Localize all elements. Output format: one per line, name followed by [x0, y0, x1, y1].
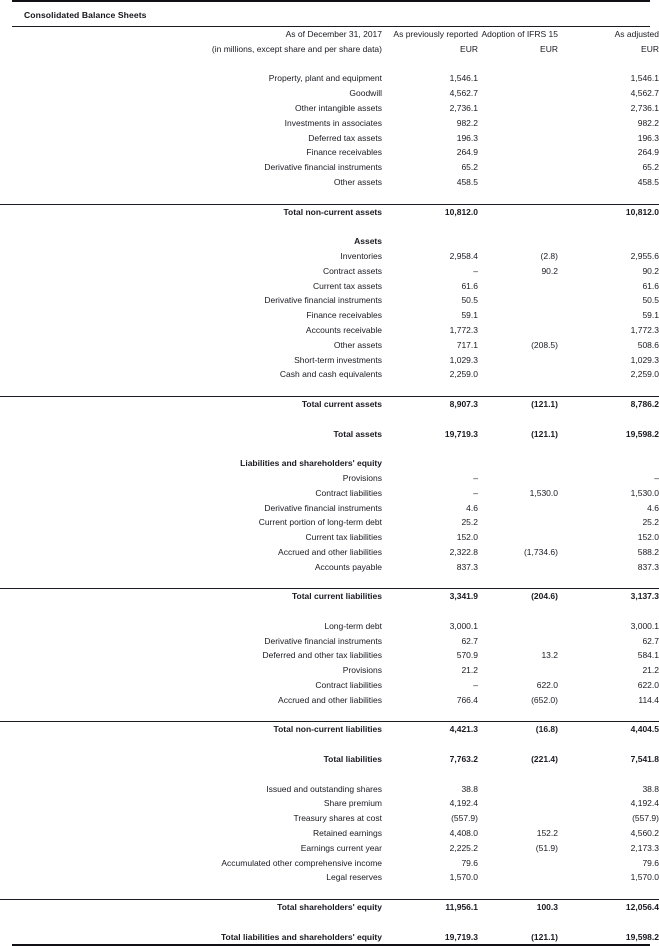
value-as-adjusted: 38.8 [642, 783, 659, 794]
value-as-previously-reported: 196.3 [456, 132, 478, 143]
value-as-adjusted: 4,560.2 [630, 828, 659, 839]
value-as-previously-reported: 264.9 [456, 147, 478, 158]
table-row [0, 841, 659, 856]
value-as-adjusted: 12,056.4 [625, 902, 659, 913]
value-adoption-of-ifrs-15 [478, 560, 558, 575]
row-label: Finance receivables [306, 310, 382, 321]
rule-cell [0, 382, 659, 397]
value-as-previously-reported [382, 456, 478, 471]
value-adoption-of-ifrs-15: 622.0 [536, 680, 558, 691]
value-as-adjusted: 4,192.4 [630, 798, 659, 809]
row-label: Current tax liabilities [305, 532, 382, 543]
row-label: Contract liabilities [315, 487, 382, 498]
value-adoption-of-ifrs-15: (208.5) [531, 339, 558, 350]
table-row-total [0, 589, 659, 604]
value-as-adjusted: 79.6 [642, 857, 659, 868]
table-row [0, 515, 659, 530]
value-as-adjusted: 584.1 [637, 650, 659, 661]
spacer-row [0, 604, 659, 619]
table-row [0, 367, 659, 382]
spacer-row [0, 441, 659, 456]
spacer-cell [0, 767, 659, 782]
row-label: Deferred tax assets [308, 132, 382, 143]
value-adoption-of-ifrs-15: 152.2 [536, 828, 558, 839]
value-as-adjusted: – [654, 472, 659, 483]
value-adoption-of-ifrs-15 [478, 323, 558, 338]
value-adoption-of-ifrs-15 [478, 279, 558, 294]
spacer-cell [0, 441, 659, 456]
column-header-as-previously-reported: As previously reported [393, 29, 478, 39]
table-header [0, 27, 659, 57]
table-row [0, 471, 659, 486]
row-label: Liabilities and shareholders' equity [240, 458, 382, 469]
subtotal-rule-row [0, 885, 659, 900]
value-adoption-of-ifrs-15: 100.3 [536, 902, 558, 913]
column-header-as-adjusted: As adjusted [614, 29, 659, 39]
subtotal-rule-row [0, 382, 659, 397]
row-label: Total current assets [301, 398, 382, 409]
table-row [0, 826, 659, 841]
value-as-adjusted: 114.4 [638, 694, 659, 705]
value-as-adjusted: 196.3 [637, 132, 659, 143]
value-as-previously-reported: 570.9 [456, 650, 478, 661]
row-label: Contract liabilities [315, 680, 382, 691]
unit-as-previously-reported: EUR [460, 43, 478, 54]
value-adoption-of-ifrs-15 [478, 293, 558, 308]
value-as-previously-reported: 11,956.1 [445, 902, 478, 913]
row-label: Share premium [323, 798, 382, 809]
value-as-previously-reported: 1,546.1 [449, 73, 478, 84]
table-row [0, 782, 659, 797]
spacer-row [0, 737, 659, 752]
rule-cell [0, 885, 659, 900]
value-as-previously-reported: 766.4 [456, 694, 478, 705]
value-as-adjusted: 2,173.3 [630, 842, 659, 853]
spacer-cell [0, 219, 659, 234]
subtotal-rule-row [0, 708, 659, 723]
table-row [0, 634, 659, 649]
value-adoption-of-ifrs-15 [478, 782, 558, 797]
row-label: Current portion of long-term debt [258, 517, 382, 528]
row-label: Property, plant and equipment [268, 73, 382, 84]
value-adoption-of-ifrs-15 [478, 175, 558, 190]
table-row [0, 560, 659, 575]
value-as-previously-reported: 7,763.2 [449, 754, 478, 765]
rule-cell [0, 708, 659, 723]
value-adoption-of-ifrs-15 [478, 145, 558, 160]
spacer-cell [0, 604, 659, 619]
table-row [0, 663, 659, 678]
value-as-previously-reported: 62.7 [461, 635, 478, 646]
value-as-previously-reported: 4,562.7 [449, 88, 478, 99]
row-label: Issued and outstanding shares [266, 783, 382, 794]
row-label: Contract assets [322, 265, 382, 276]
row-label: Total non-current liabilities [273, 724, 382, 735]
value-as-adjusted: 61.6 [642, 280, 659, 291]
table-row [0, 249, 659, 264]
value-as-adjusted: 7,541.8 [630, 754, 659, 765]
value-as-previously-reported: 65.2 [461, 162, 478, 173]
column-header-adoption-of-ifrs-15: Adoption of IFRS 15 [481, 29, 558, 39]
value-as-adjusted: 4,562.7 [630, 88, 659, 99]
rule-cell [0, 574, 659, 589]
table-row [0, 648, 659, 663]
row-label: Treasury shares at cost [293, 813, 382, 824]
value-as-adjusted: 4,404.5 [630, 724, 659, 735]
value-adoption-of-ifrs-15: (16.8) [535, 724, 558, 735]
value-adoption-of-ifrs-15: (1,734.6) [523, 546, 558, 557]
row-label: Total current liabilities [291, 591, 382, 602]
value-adoption-of-ifrs-15: (121.1) [531, 931, 558, 942]
table-row [0, 86, 659, 101]
row-label: Investments in associates [284, 117, 382, 128]
row-label: Other assets [333, 339, 382, 350]
value-adoption-of-ifrs-15: 13.2 [541, 650, 558, 661]
row-label: Cash and cash equivalents [279, 369, 382, 380]
value-adoption-of-ifrs-15: 1,530.0 [529, 487, 558, 498]
value-as-previously-reported: 152.0 [456, 532, 478, 543]
row-label: Derivative financial instruments [264, 162, 382, 173]
table-row-total [0, 427, 659, 442]
value-as-adjusted: 21.2 [642, 665, 659, 676]
value-as-previously-reported: 1,570.0 [449, 872, 478, 883]
value-as-adjusted: 8,786.2 [630, 398, 659, 409]
value-adoption-of-ifrs-15 [478, 619, 558, 634]
value-as-adjusted: 588.2 [637, 546, 659, 557]
table-row [0, 131, 659, 146]
value-as-adjusted [558, 456, 659, 471]
value-as-previously-reported: 4,408.0 [449, 828, 478, 839]
value-as-adjusted: 59.1 [642, 310, 659, 321]
value-as-previously-reported: 982.2 [456, 117, 478, 128]
table-row [0, 693, 659, 708]
row-label: Accumulated other comprehensive income [221, 857, 382, 868]
value-as-previously-reported: 3,000.1 [449, 620, 478, 631]
value-adoption-of-ifrs-15 [478, 856, 558, 871]
value-adoption-of-ifrs-15 [478, 205, 558, 220]
table-body [0, 57, 659, 945]
value-as-previously-reported: 1,772.3 [449, 324, 478, 335]
value-as-adjusted: 19,598.2 [625, 931, 659, 942]
value-adoption-of-ifrs-15 [478, 71, 558, 86]
value-adoption-of-ifrs-15 [478, 634, 558, 649]
table-row-section-header [0, 456, 659, 471]
row-label: Earnings current year [300, 842, 382, 853]
value-adoption-of-ifrs-15 [478, 870, 558, 885]
value-as-previously-reported: 21.2 [461, 665, 478, 676]
table-row [0, 160, 659, 175]
value-adoption-of-ifrs-15 [478, 367, 558, 382]
value-as-previously-reported [382, 234, 478, 249]
value-adoption-of-ifrs-15 [478, 663, 558, 678]
value-adoption-of-ifrs-15: (221.4) [531, 754, 558, 765]
value-as-adjusted: 65.2 [642, 162, 659, 173]
row-label: Total liabilities [323, 754, 382, 765]
row-label: Total non-current assets [283, 206, 382, 217]
value-as-adjusted: 19,598.2 [625, 428, 659, 439]
table-row [0, 323, 659, 338]
balance-sheet-table [0, 27, 659, 944]
table-row-total [0, 900, 659, 915]
value-adoption-of-ifrs-15: (51.9) [535, 842, 558, 853]
value-as-adjusted: 90.2 [642, 265, 659, 276]
row-label: Derivative financial instruments [264, 635, 382, 646]
row-label: Derivative financial instruments [264, 502, 382, 513]
value-adoption-of-ifrs-15: (652.0) [531, 694, 558, 705]
value-adoption-of-ifrs-15 [478, 86, 558, 101]
table-row-total [0, 930, 659, 945]
value-adoption-of-ifrs-15: 90.2 [541, 265, 558, 276]
spacer-row [0, 412, 659, 427]
row-label: Other intangible assets [295, 102, 382, 113]
value-as-previously-reported: 458.5 [456, 176, 478, 187]
table-row [0, 71, 659, 86]
value-as-adjusted: 2,259.0 [630, 369, 659, 380]
table-row [0, 811, 659, 826]
row-label: Retained earnings [313, 828, 382, 839]
value-as-adjusted: 3,137.3 [630, 591, 659, 602]
value-as-previously-reported: 1,029.3 [449, 354, 478, 365]
value-as-previously-reported: 61.6 [461, 280, 478, 291]
document-title-band [0, 2, 659, 26]
value-as-previously-reported: 59.1 [461, 310, 478, 321]
table-row [0, 116, 659, 131]
value-as-adjusted: 152.0 [637, 532, 659, 543]
table-row-total [0, 205, 659, 220]
table-row [0, 293, 659, 308]
table-row [0, 486, 659, 501]
value-adoption-of-ifrs-15 [478, 131, 558, 146]
value-adoption-of-ifrs-15 [478, 796, 558, 811]
spacer-row [0, 767, 659, 782]
table-row [0, 353, 659, 368]
spacer-row [0, 915, 659, 930]
value-as-previously-reported: – [473, 472, 478, 483]
value-adoption-of-ifrs-15 [478, 116, 558, 131]
value-adoption-of-ifrs-15 [478, 308, 558, 323]
spacer-cell [0, 915, 659, 930]
spacer-row [0, 57, 659, 72]
row-label: Total liabilities and shareholders' equity [220, 931, 382, 942]
row-label: Short-term investments [294, 354, 382, 365]
table-row-total [0, 722, 659, 737]
table-row [0, 678, 659, 693]
row-label: Total assets [333, 428, 382, 439]
value-as-previously-reported: 4,421.3 [449, 724, 478, 735]
value-as-adjusted: 622.0 [637, 680, 659, 691]
row-label: Deferred and other tax liabilities [262, 650, 382, 661]
value-adoption-of-ifrs-15 [478, 353, 558, 368]
spacer-cell [0, 57, 659, 72]
table-row [0, 501, 659, 516]
value-as-previously-reported: 10,812.0 [444, 206, 478, 217]
value-as-adjusted: 10,812.0 [625, 206, 659, 217]
spacer-row [0, 219, 659, 234]
table-row [0, 308, 659, 323]
row-label: Provisions [342, 665, 382, 676]
spacer-cell [0, 737, 659, 752]
value-adoption-of-ifrs-15 [478, 456, 558, 471]
value-adoption-of-ifrs-15 [478, 471, 558, 486]
value-adoption-of-ifrs-15: (204.6) [531, 591, 558, 602]
value-as-previously-reported: – [473, 680, 478, 691]
table-row [0, 545, 659, 560]
value-as-adjusted: 508.6 [637, 339, 659, 350]
table-row [0, 264, 659, 279]
value-adoption-of-ifrs-15: (121.1) [531, 398, 558, 409]
row-label: Accounts receivable [305, 324, 382, 335]
page-title: Consolidated Balance Sheets [24, 10, 147, 20]
subtotal-rule-row [0, 574, 659, 589]
value-as-previously-reported: 25.2 [461, 517, 478, 528]
value-adoption-of-ifrs-15 [478, 501, 558, 516]
value-as-adjusted: 4.6 [647, 502, 659, 513]
value-as-previously-reported: 19,719.3 [444, 931, 478, 942]
rule-cell [0, 190, 659, 205]
value-adoption-of-ifrs-15 [478, 530, 558, 545]
period-label: As of December 31, 2017 [285, 29, 382, 39]
table-row [0, 619, 659, 634]
subtotal-rule-row [0, 190, 659, 205]
value-as-adjusted: 982.2 [637, 117, 659, 128]
table-row [0, 796, 659, 811]
value-as-previously-reported: 4,192.4 [449, 798, 478, 809]
value-adoption-of-ifrs-15 [478, 234, 558, 249]
table-row [0, 145, 659, 160]
table-row [0, 101, 659, 116]
table-row-section-header [0, 234, 659, 249]
value-as-adjusted: (557.9) [632, 813, 659, 824]
value-as-adjusted: 1,530.0 [630, 487, 659, 498]
value-adoption-of-ifrs-15 [478, 101, 558, 116]
table-row-total [0, 752, 659, 767]
table-row [0, 175, 659, 190]
row-label: Accounts payable [314, 561, 382, 572]
header-row-units [0, 42, 659, 57]
value-as-adjusted: 25.2 [642, 517, 659, 528]
value-as-adjusted: 1,570.0 [630, 872, 659, 883]
row-label: Legal reserves [326, 872, 382, 883]
row-label: Other assets [333, 176, 382, 187]
value-as-previously-reported: 2,259.0 [449, 369, 478, 380]
value-adoption-of-ifrs-15 [478, 160, 558, 175]
units-label: (in millions, except share and per share data) [211, 43, 382, 54]
value-as-adjusted: 2,736.1 [630, 102, 659, 113]
row-label: Goodwill [349, 88, 382, 99]
table-row [0, 338, 659, 353]
table-row-total [0, 397, 659, 412]
row-label: Accrued and other liabilities [278, 694, 382, 705]
row-label: Derivative financial instruments [264, 295, 382, 306]
value-as-adjusted [558, 234, 659, 249]
value-as-previously-reported: 2,958.4 [449, 250, 478, 261]
value-as-adjusted: 50.5 [642, 295, 659, 306]
value-as-previously-reported: 4.6 [466, 502, 478, 513]
value-adoption-of-ifrs-15 [478, 515, 558, 530]
row-label: Provisions [342, 472, 382, 483]
value-as-previously-reported: – [473, 265, 478, 276]
value-as-previously-reported: 2,736.1 [449, 102, 478, 113]
value-as-adjusted: 2,955.6 [630, 250, 659, 261]
value-as-previously-reported: 19,719.3 [444, 428, 478, 439]
value-as-previously-reported: – [473, 487, 478, 498]
table-row [0, 530, 659, 545]
row-label: Assets [354, 236, 382, 247]
row-label: Inventories [340, 250, 382, 261]
value-as-previously-reported: 50.5 [461, 295, 478, 306]
value-as-previously-reported: 2,225.2 [449, 842, 478, 853]
value-as-previously-reported: (557.9) [451, 813, 478, 824]
value-as-previously-reported: 3,341.9 [449, 591, 478, 602]
value-as-adjusted: 1,772.3 [630, 324, 659, 335]
row-label: Long-term debt [324, 620, 382, 631]
spacer-cell [0, 412, 659, 427]
unit-adoption-of-ifrs-15: EUR [540, 43, 558, 54]
value-as-previously-reported: 837.3 [456, 561, 478, 572]
value-as-adjusted: 837.3 [637, 561, 659, 572]
value-adoption-of-ifrs-15: (2.8) [540, 250, 558, 261]
value-as-adjusted: 3,000.1 [630, 620, 659, 631]
row-label: Current tax assets [313, 280, 382, 291]
value-as-previously-reported: 38.8 [461, 783, 478, 794]
table-row [0, 870, 659, 885]
value-as-adjusted: 264.9 [637, 147, 659, 158]
value-as-previously-reported: 717.1 [456, 339, 478, 350]
value-adoption-of-ifrs-15: (121.1) [531, 428, 558, 439]
value-as-adjusted: 1,546.1 [630, 73, 659, 84]
row-label: Total shareholders' equity [277, 902, 382, 913]
value-adoption-of-ifrs-15 [478, 811, 558, 826]
unit-as-adjusted: EUR [641, 43, 659, 54]
value-as-adjusted: 62.7 [642, 635, 659, 646]
value-as-adjusted: 458.5 [637, 176, 659, 187]
value-as-adjusted: 1,029.3 [630, 354, 659, 365]
row-label: Finance receivables [306, 147, 382, 158]
header-row-titles [0, 27, 659, 42]
value-as-previously-reported: 79.6 [461, 857, 478, 868]
value-as-previously-reported: 8,907.3 [449, 398, 478, 409]
row-label: Accrued and other liabilities [278, 546, 382, 557]
value-as-previously-reported: 2,322.8 [449, 546, 478, 557]
table-row [0, 856, 659, 871]
table-row [0, 279, 659, 294]
